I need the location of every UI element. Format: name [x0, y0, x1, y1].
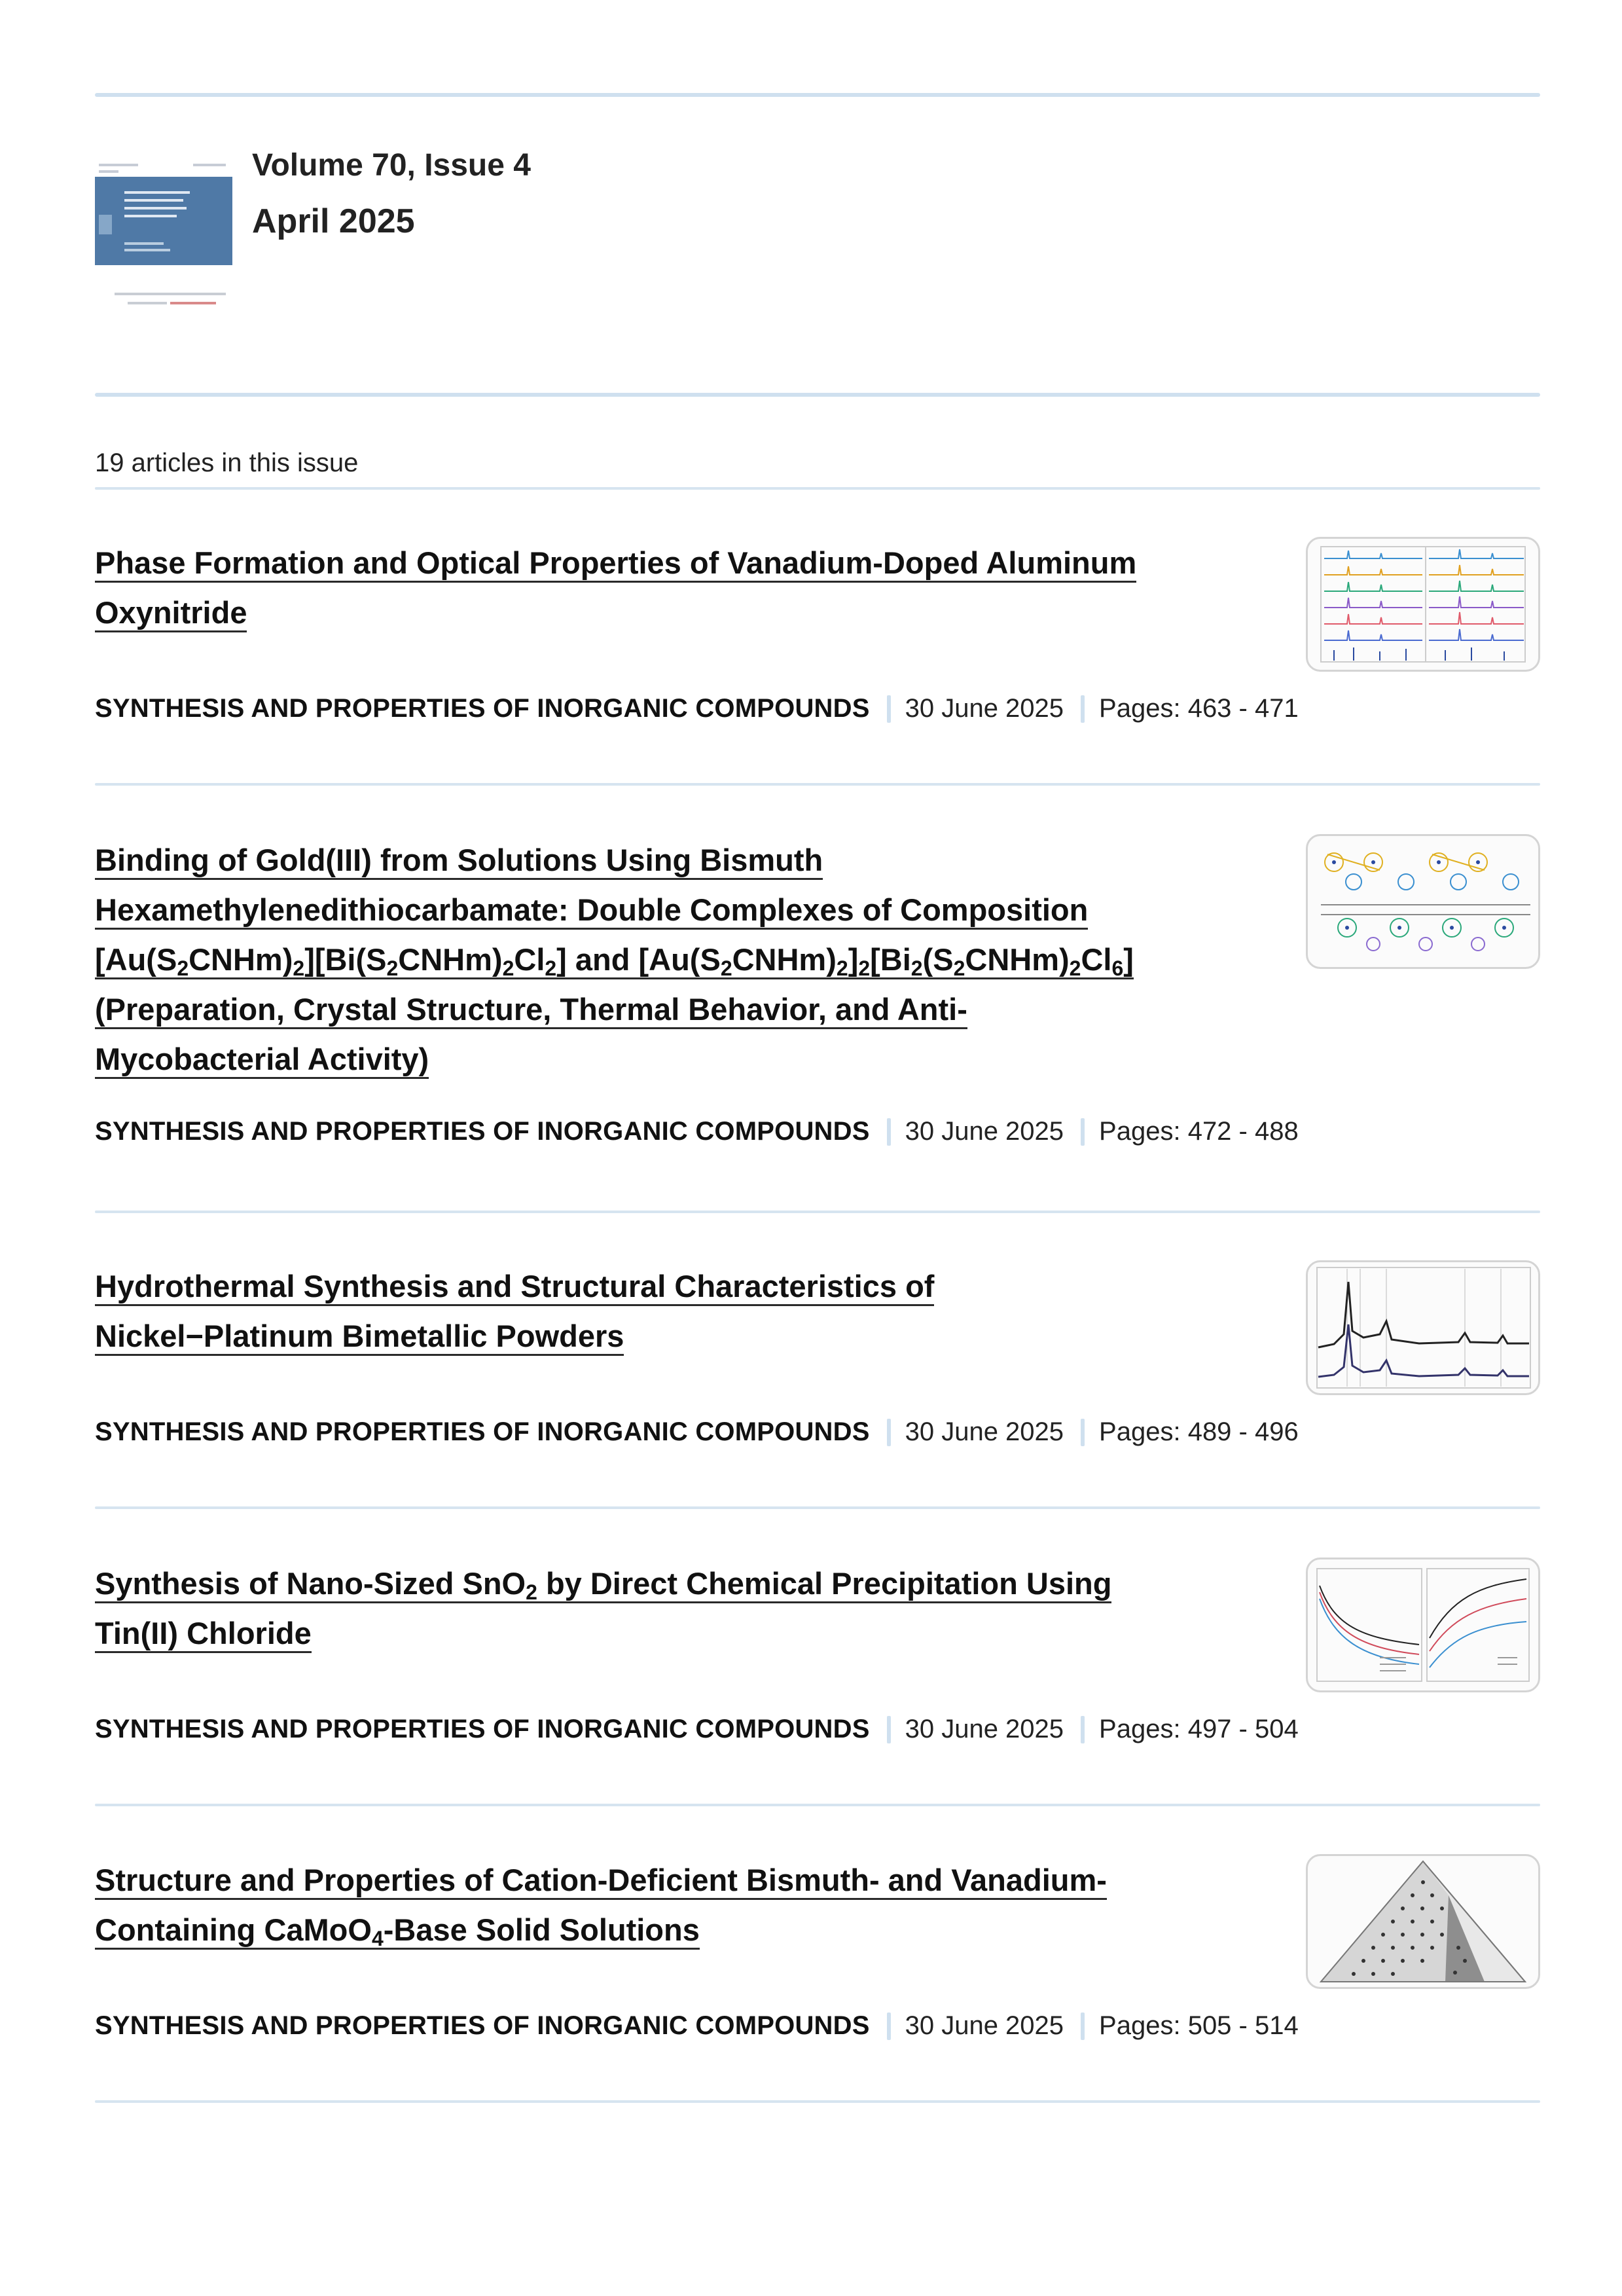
title-subscript: 2	[386, 957, 399, 980]
title-subscript: 2	[953, 957, 965, 980]
title-subscript: 2	[1069, 957, 1081, 980]
article-meta	[95, 1117, 1299, 1146]
title-text: [Bi	[870, 942, 911, 977]
article-title-link[interactable]	[95, 1559, 1260, 1658]
title-subscript: 2	[177, 957, 189, 980]
article-date: 30 June 2025	[905, 1417, 1064, 1446]
article-title-line[interactable]	[95, 843, 823, 880]
article-date: 30 June 2025	[905, 694, 1064, 723]
title-text: Hexamethylenedithiocarbamate: Double Complexes of Composition	[95, 892, 1089, 927]
title-text: ][Bi(S	[304, 942, 387, 977]
title-text: (S	[922, 942, 954, 977]
title-text: by Direct Chemical Precipitation Using	[537, 1566, 1112, 1601]
meta-separator	[1081, 2013, 1085, 2040]
title-subscript: 2	[720, 957, 732, 980]
title-subscript: 2	[293, 957, 305, 980]
title-text: Synthesis of Nano-Sized SnO	[95, 1566, 526, 1601]
title-text: Oxynitride	[95, 595, 247, 630]
article-title-line[interactable]	[95, 595, 247, 632]
title-text: (Preparation, Crystal Structure, Thermal Behavior, and Anti-	[95, 992, 967, 1027]
article-date: 30 June 2025	[905, 2011, 1064, 2040]
article-title-line[interactable]	[95, 1616, 312, 1653]
xrd-patterns-thumbnail-icon[interactable]	[1306, 537, 1540, 672]
title-subscript: 2	[836, 957, 848, 980]
title-text: Cl	[514, 942, 545, 977]
title-subscript: 2	[526, 1580, 537, 1604]
title-text: Mycobacterial Activity)	[95, 1042, 429, 1076]
title-text: CNHm)	[398, 942, 503, 977]
title-text: CNHm)	[189, 942, 293, 977]
diffraction-peaks-thumbnail-icon[interactable]	[1306, 1260, 1540, 1395]
title-text: CNHm)	[965, 942, 1070, 977]
article-divider	[95, 783, 1540, 786]
article-meta	[95, 1417, 1299, 1447]
title-text: ]	[1123, 942, 1134, 977]
article-title-link[interactable]	[95, 835, 1260, 1084]
article-title-line[interactable]	[95, 942, 1134, 979]
title-text: Structure and Properties of Cation-Deficient Bismuth- and Vanadium-	[95, 1863, 1107, 1897]
title-text: Phase Formation and Optical Properties of Vanadium-Doped Aluminum	[95, 545, 1137, 580]
list-top-divider	[95, 487, 1540, 490]
article-title-line[interactable]	[95, 1566, 1111, 1603]
spectra-curves-thumbnail-icon[interactable]	[1306, 1558, 1540, 1692]
title-subscript: 4	[371, 1927, 384, 1950]
article-pages: Pages: 472 - 488	[1099, 1117, 1299, 1146]
article-item	[95, 1855, 1540, 2040]
article-pages: Pages: 497 - 504	[1099, 1715, 1299, 1743]
meta-separator	[887, 2013, 891, 2040]
title-subscript: 2	[910, 957, 923, 980]
article-count: 19 articles in this issue	[95, 448, 359, 477]
article-pages: Pages: 489 - 496	[1099, 1417, 1299, 1446]
article-meta	[95, 1715, 1299, 1744]
article-divider	[95, 1211, 1540, 1213]
article-title-line[interactable]	[95, 1912, 700, 1950]
meta-separator	[887, 1419, 891, 1446]
article-pages: Pages: 505 - 514	[1099, 2011, 1299, 2040]
article-title-line[interactable]	[95, 1863, 1107, 1900]
title-subscript: 2	[502, 957, 514, 980]
article-title-line[interactable]	[95, 1319, 624, 1356]
title-subscript: 2	[545, 957, 557, 980]
article-category: SYNTHESIS AND PROPERTIES OF INORGANIC COMPOUNDS	[95, 1117, 870, 1146]
article-pages: Pages: 463 - 471	[1099, 694, 1299, 723]
title-text: -Base Solid Solutions	[383, 1912, 700, 1947]
title-text: Binding of Gold(III) from Solutions Using Bismuth	[95, 843, 823, 877]
journal-cover-icon[interactable]	[95, 157, 232, 337]
article-meta	[95, 2011, 1299, 2041]
title-text: [Au(S	[95, 942, 177, 977]
article-category: SYNTHESIS AND PROPERTIES OF INORGANIC COMPOUNDS	[95, 1417, 870, 1446]
title-text: ] and [Au(S	[556, 942, 721, 977]
article-category: SYNTHESIS AND PROPERTIES OF INORGANIC COMPOUNDS	[95, 2011, 870, 2040]
article-date: 30 June 2025	[905, 1117, 1064, 1146]
article-category: SYNTHESIS AND PROPERTIES OF INORGANIC COMPOUNDS	[95, 694, 870, 723]
article-title-line[interactable]	[95, 1042, 429, 1079]
title-text: Containing CaMoO	[95, 1912, 372, 1947]
article-title-link[interactable]	[95, 1262, 1260, 1361]
ternary-diagram-thumbnail-icon[interactable]	[1306, 1854, 1540, 1989]
article-title-link[interactable]	[95, 538, 1260, 638]
article-divider	[95, 1804, 1540, 1806]
article-category: SYNTHESIS AND PROPERTIES OF INORGANIC COMPOUNDS	[95, 1715, 870, 1743]
meta-separator	[1081, 695, 1085, 723]
title-subscript: 2	[858, 957, 871, 980]
article-title-line[interactable]	[95, 1269, 934, 1306]
title-text: ]	[848, 942, 859, 977]
article-title-line[interactable]	[95, 992, 967, 1029]
meta-separator	[887, 1716, 891, 1743]
meta-separator	[1081, 1118, 1085, 1146]
crystal-structure-thumbnail-icon[interactable]	[1306, 834, 1540, 969]
title-text: CNHm)	[732, 942, 837, 977]
meta-separator	[1081, 1716, 1085, 1743]
title-text: Nickel−Platinum Bimetallic Powders	[95, 1319, 624, 1353]
title-subscript: 6	[1111, 957, 1124, 980]
article-item	[95, 538, 1540, 723]
title-text: Cl	[1081, 942, 1112, 977]
article-divider	[95, 2100, 1540, 2103]
article-divider	[95, 1506, 1540, 1509]
article-item	[95, 1559, 1540, 1743]
header-bottom-divider	[95, 393, 1540, 397]
article-title-line[interactable]	[95, 545, 1136, 583]
title-text: Hydrothermal Synthesis and Structural Characteristics of	[95, 1269, 935, 1303]
header-top-divider	[95, 93, 1540, 97]
issue-date: April 2025	[252, 202, 415, 240]
meta-separator	[887, 695, 891, 723]
article-meta	[95, 694, 1299, 723]
issue-volume: Volume 70, Issue 4	[252, 148, 531, 183]
meta-separator	[1081, 1419, 1085, 1446]
article-date: 30 June 2025	[905, 1715, 1064, 1743]
article-item	[95, 835, 1540, 1146]
meta-separator	[887, 1118, 891, 1146]
title-text: Tin(II) Chloride	[95, 1616, 312, 1650]
article-title-link[interactable]	[95, 1855, 1260, 1955]
article-title-line[interactable]	[95, 892, 1088, 930]
article-item	[95, 1262, 1540, 1446]
